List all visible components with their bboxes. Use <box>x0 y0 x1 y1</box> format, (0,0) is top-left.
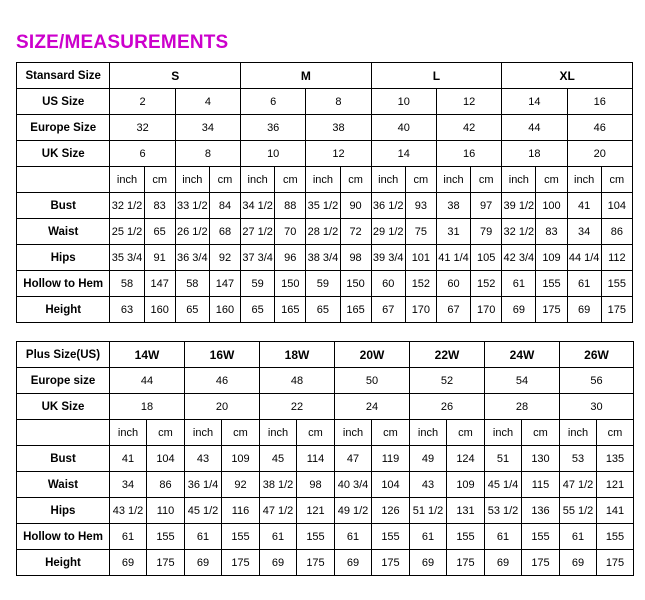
cell: 61 <box>560 524 597 550</box>
group-header-16w: 16W <box>185 342 260 368</box>
cell: 53 1/2 <box>485 498 522 524</box>
group-header-18w: 18W <box>260 342 335 368</box>
page-title: SIZE/MEASUREMENTS <box>16 32 229 53</box>
table-row <box>17 297 633 323</box>
group-header-24w: 24W <box>485 342 560 368</box>
cell: 83 <box>536 219 567 245</box>
cell: 41 <box>567 193 601 219</box>
cell: 12 <box>436 89 501 115</box>
unit-cell: inch <box>241 167 275 193</box>
cell: 16 <box>436 141 501 167</box>
cell: 175 <box>147 550 185 576</box>
cell: 119 <box>372 446 410 472</box>
cell: 61 <box>502 271 536 297</box>
cell: 8 <box>306 89 371 115</box>
cell: 43 <box>410 472 447 498</box>
cell: 52 <box>410 368 485 394</box>
cell: 26 1/2 <box>175 219 209 245</box>
cell: 90 <box>340 193 371 219</box>
cell: 69 <box>485 550 522 576</box>
cell: 96 <box>275 245 306 271</box>
cell: 45 <box>260 446 297 472</box>
cell: 109 <box>447 472 485 498</box>
cell: 32 1/2 <box>110 193 144 219</box>
cell: 152 <box>405 271 436 297</box>
cell: 147 <box>209 271 240 297</box>
cell: 175 <box>601 297 632 323</box>
cell: 10 <box>241 141 306 167</box>
cell: 44 1/4 <box>567 245 601 271</box>
cell: 33 1/2 <box>175 193 209 219</box>
cell: 72 <box>340 219 371 245</box>
table-row <box>17 89 633 115</box>
unit-cell: cm <box>447 420 485 446</box>
cell: 30 <box>560 394 634 420</box>
row-label-height: Height <box>17 297 110 323</box>
unit-cell: inch <box>110 167 144 193</box>
cell: 175 <box>536 297 567 323</box>
cell: 170 <box>471 297 502 323</box>
table-row <box>17 193 633 219</box>
unit-cell: inch <box>260 420 297 446</box>
cell: 155 <box>522 524 560 550</box>
cell: 92 <box>209 245 240 271</box>
cell: 65 <box>306 297 340 323</box>
cell: 88 <box>275 193 306 219</box>
cell: 104 <box>372 472 410 498</box>
cell: 69 <box>410 550 447 576</box>
cell: 121 <box>597 472 634 498</box>
cell: 124 <box>447 446 485 472</box>
row-label-uk-size: UK Size <box>17 141 110 167</box>
unit-cell: inch <box>436 167 470 193</box>
cell: 69 <box>567 297 601 323</box>
cell: 135 <box>597 446 634 472</box>
cell: 69 <box>502 297 536 323</box>
cell: 65 <box>175 297 209 323</box>
unit-cell: cm <box>144 167 175 193</box>
unit-cell: inch <box>567 167 601 193</box>
cell: 37 3/4 <box>241 245 275 271</box>
cell: 32 <box>110 115 175 141</box>
group-header-20w: 20W <box>335 342 410 368</box>
cell: 38 3/4 <box>306 245 340 271</box>
cell: 98 <box>340 245 371 271</box>
cell: 69 <box>260 550 297 576</box>
unit-cell: cm <box>536 167 567 193</box>
cell: 126 <box>372 498 410 524</box>
cell: 38 1/2 <box>260 472 297 498</box>
cell: 29 1/2 <box>371 219 405 245</box>
unit-cell: cm <box>597 420 634 446</box>
cell: 36 <box>241 115 306 141</box>
cell: 38 <box>436 193 470 219</box>
cell: 60 <box>371 271 405 297</box>
cell: 34 <box>175 115 240 141</box>
cell: 86 <box>601 219 632 245</box>
cell: 59 <box>306 271 340 297</box>
cell: 130 <box>522 446 560 472</box>
cell: 35 3/4 <box>110 245 144 271</box>
cell: 49 <box>410 446 447 472</box>
cell: 91 <box>144 245 175 271</box>
cell: 131 <box>447 498 485 524</box>
cell: 155 <box>372 524 410 550</box>
cell: 18 <box>110 394 185 420</box>
cell: 104 <box>147 446 185 472</box>
cell: 152 <box>471 271 502 297</box>
cell: 50 <box>335 368 410 394</box>
unit-cell: inch <box>306 167 340 193</box>
cell: 69 <box>560 550 597 576</box>
cell: 109 <box>536 245 567 271</box>
table-row <box>17 472 634 498</box>
cell: 150 <box>340 271 371 297</box>
table-row <box>17 219 633 245</box>
group-header-m: M <box>241 63 372 89</box>
cell: 121 <box>297 498 335 524</box>
unit-cell: inch <box>560 420 597 446</box>
cell: 70 <box>275 219 306 245</box>
group-header-22w: 22W <box>410 342 485 368</box>
row-label-us-size: US Size <box>17 89 110 115</box>
unit-cell: inch <box>410 420 447 446</box>
cell: 45 1/2 <box>185 498 222 524</box>
cell: 56 <box>560 368 634 394</box>
unit-cell: inch <box>185 420 222 446</box>
cell: 41 <box>110 446 147 472</box>
cell: 40 <box>371 115 436 141</box>
unit-cell: cm <box>601 167 632 193</box>
cell: 43 1/2 <box>110 498 147 524</box>
cell: 36 1/2 <box>371 193 405 219</box>
cell: 28 <box>485 394 560 420</box>
cell: 27 1/2 <box>241 219 275 245</box>
cell: 40 3/4 <box>335 472 372 498</box>
table-row <box>17 141 633 167</box>
cell: 47 1/2 <box>260 498 297 524</box>
cell: 61 <box>410 524 447 550</box>
cell: 67 <box>371 297 405 323</box>
cell: 39 3/4 <box>371 245 405 271</box>
row-label-bust: Bust <box>17 446 110 472</box>
cell: 41 1/4 <box>436 245 470 271</box>
cell: 175 <box>522 550 560 576</box>
cell: 58 <box>175 271 209 297</box>
row-label-uk-size: UK Size <box>17 394 110 420</box>
cell: 93 <box>405 193 436 219</box>
cell: 104 <box>601 193 632 219</box>
cell: 22 <box>260 394 335 420</box>
plus-size-table <box>16 341 634 576</box>
cell: 47 1/2 <box>560 472 597 498</box>
cell: 48 <box>260 368 335 394</box>
group-header-14w: 14W <box>110 342 185 368</box>
table-row <box>17 446 634 472</box>
table-row <box>17 524 634 550</box>
row-label-hips: Hips <box>17 498 110 524</box>
unit-cell: cm <box>275 167 306 193</box>
cell: 47 <box>335 446 372 472</box>
cell: 65 <box>144 219 175 245</box>
unit-cell: inch <box>335 420 372 446</box>
cell: 6 <box>110 141 175 167</box>
cell: 136 <box>522 498 560 524</box>
cell: 25 1/2 <box>110 219 144 245</box>
cell: 20 <box>567 141 632 167</box>
plus-size-table-wrapper <box>14 341 631 576</box>
cell: 39 1/2 <box>502 193 536 219</box>
group-header-26w: 26W <box>560 342 634 368</box>
cell: 67 <box>436 297 470 323</box>
row-label-hips: Hips <box>17 245 110 271</box>
table-row <box>17 550 634 576</box>
row-label-waist: Waist <box>17 472 110 498</box>
cell: 65 <box>241 297 275 323</box>
cell: 160 <box>144 297 175 323</box>
cell: 51 <box>485 446 522 472</box>
cell: 38 <box>306 115 371 141</box>
cell: 84 <box>209 193 240 219</box>
cell: 34 <box>567 219 601 245</box>
plus-size-label-header: Plus Size(US) <box>17 342 110 368</box>
group-header-xl: XL <box>502 63 633 89</box>
table-row <box>17 271 633 297</box>
row-label-hollow-to-hem: Hollow to Hem <box>17 524 110 550</box>
cell: 175 <box>222 550 260 576</box>
cell: 32 1/2 <box>502 219 536 245</box>
cell: 116 <box>222 498 260 524</box>
cell: 10 <box>371 89 436 115</box>
cell: 112 <box>601 245 632 271</box>
cell: 2 <box>110 89 175 115</box>
cell: 83 <box>144 193 175 219</box>
row-label-height: Height <box>17 550 110 576</box>
cell: 68 <box>209 219 240 245</box>
cell: 115 <box>522 472 560 498</box>
cell: 155 <box>147 524 185 550</box>
cell: 175 <box>447 550 485 576</box>
cell: 61 <box>335 524 372 550</box>
cell: 49 1/2 <box>335 498 372 524</box>
cell: 20 <box>185 394 260 420</box>
cell: 61 <box>185 524 222 550</box>
unit-row-blank-label <box>17 420 110 446</box>
unit-cell: cm <box>405 167 436 193</box>
cell: 14 <box>371 141 436 167</box>
unit-cell: cm <box>340 167 371 193</box>
cell: 105 <box>471 245 502 271</box>
cell: 59 <box>241 271 275 297</box>
unit-cell: inch <box>485 420 522 446</box>
cell: 18 <box>502 141 567 167</box>
cell: 16 <box>567 89 632 115</box>
cell: 97 <box>471 193 502 219</box>
cell: 160 <box>209 297 240 323</box>
cell: 51 1/2 <box>410 498 447 524</box>
unit-cell: inch <box>502 167 536 193</box>
table-row <box>17 394 634 420</box>
standard-size-label-header: Stansard Size <box>17 63 110 89</box>
cell: 24 <box>335 394 410 420</box>
unit-cell: cm <box>471 167 502 193</box>
cell: 60 <box>436 271 470 297</box>
cell: 98 <box>297 472 335 498</box>
unit-row-blank-label <box>17 167 110 193</box>
row-label-hollow-to-hem: Hollow to Hem <box>17 271 110 297</box>
table-row <box>17 368 634 394</box>
cell: 92 <box>222 472 260 498</box>
cell: 75 <box>405 219 436 245</box>
cell: 35 1/2 <box>306 193 340 219</box>
cell: 79 <box>471 219 502 245</box>
cell: 155 <box>222 524 260 550</box>
cell: 63 <box>110 297 144 323</box>
cell: 34 1/2 <box>241 193 275 219</box>
cell: 61 <box>260 524 297 550</box>
cell: 8 <box>175 141 240 167</box>
cell: 175 <box>372 550 410 576</box>
unit-cell: inch <box>175 167 209 193</box>
standard-size-table <box>16 62 633 323</box>
cell: 155 <box>297 524 335 550</box>
cell: 31 <box>436 219 470 245</box>
cell: 42 <box>436 115 501 141</box>
group-header-l: L <box>371 63 502 89</box>
table-row-group-header <box>17 63 633 89</box>
table-row <box>17 115 633 141</box>
cell: 101 <box>405 245 436 271</box>
cell: 26 <box>410 394 485 420</box>
cell: 6 <box>241 89 306 115</box>
cell: 86 <box>147 472 185 498</box>
cell: 165 <box>340 297 371 323</box>
cell: 44 <box>110 368 185 394</box>
cell: 147 <box>144 271 175 297</box>
cell: 12 <box>306 141 371 167</box>
cell: 175 <box>597 550 634 576</box>
cell: 55 1/2 <box>560 498 597 524</box>
row-label-europe-size: Europe size <box>17 368 110 394</box>
unit-cell: cm <box>209 167 240 193</box>
cell: 170 <box>405 297 436 323</box>
unit-cell: inch <box>110 420 147 446</box>
unit-cell: cm <box>297 420 335 446</box>
unit-cell: cm <box>222 420 260 446</box>
cell: 61 <box>567 271 601 297</box>
table-row-units <box>17 420 634 446</box>
cell: 28 1/2 <box>306 219 340 245</box>
group-header-s: S <box>110 63 241 89</box>
row-label-europe-size: Europe Size <box>17 115 110 141</box>
cell: 61 <box>110 524 147 550</box>
cell: 110 <box>147 498 185 524</box>
cell: 61 <box>485 524 522 550</box>
table-row-units <box>17 167 633 193</box>
cell: 69 <box>110 550 147 576</box>
cell: 175 <box>297 550 335 576</box>
cell: 109 <box>222 446 260 472</box>
cell: 155 <box>601 271 632 297</box>
unit-cell: cm <box>372 420 410 446</box>
cell: 36 1/4 <box>185 472 222 498</box>
cell: 155 <box>447 524 485 550</box>
table-row-group-header <box>17 342 634 368</box>
cell: 69 <box>335 550 372 576</box>
cell: 114 <box>297 446 335 472</box>
cell: 14 <box>502 89 567 115</box>
cell: 46 <box>185 368 260 394</box>
cell: 150 <box>275 271 306 297</box>
cell: 45 1/4 <box>485 472 522 498</box>
unit-cell: cm <box>147 420 185 446</box>
cell: 53 <box>560 446 597 472</box>
cell: 42 3/4 <box>502 245 536 271</box>
cell: 155 <box>536 271 567 297</box>
cell: 34 <box>110 472 147 498</box>
cell: 69 <box>185 550 222 576</box>
cell: 43 <box>185 446 222 472</box>
standard-size-table-wrapper <box>14 62 631 323</box>
cell: 155 <box>597 524 634 550</box>
cell: 58 <box>110 271 144 297</box>
cell: 100 <box>536 193 567 219</box>
table-spacer <box>14 323 631 341</box>
unit-cell: cm <box>522 420 560 446</box>
row-label-waist: Waist <box>17 219 110 245</box>
unit-cell: inch <box>371 167 405 193</box>
cell: 46 <box>567 115 632 141</box>
cell: 141 <box>597 498 634 524</box>
cell: 36 3/4 <box>175 245 209 271</box>
cell: 44 <box>502 115 567 141</box>
cell: 165 <box>275 297 306 323</box>
table-row <box>17 245 633 271</box>
cell: 4 <box>175 89 240 115</box>
cell: 54 <box>485 368 560 394</box>
table-row <box>17 498 634 524</box>
row-label-bust: Bust <box>17 193 110 219</box>
